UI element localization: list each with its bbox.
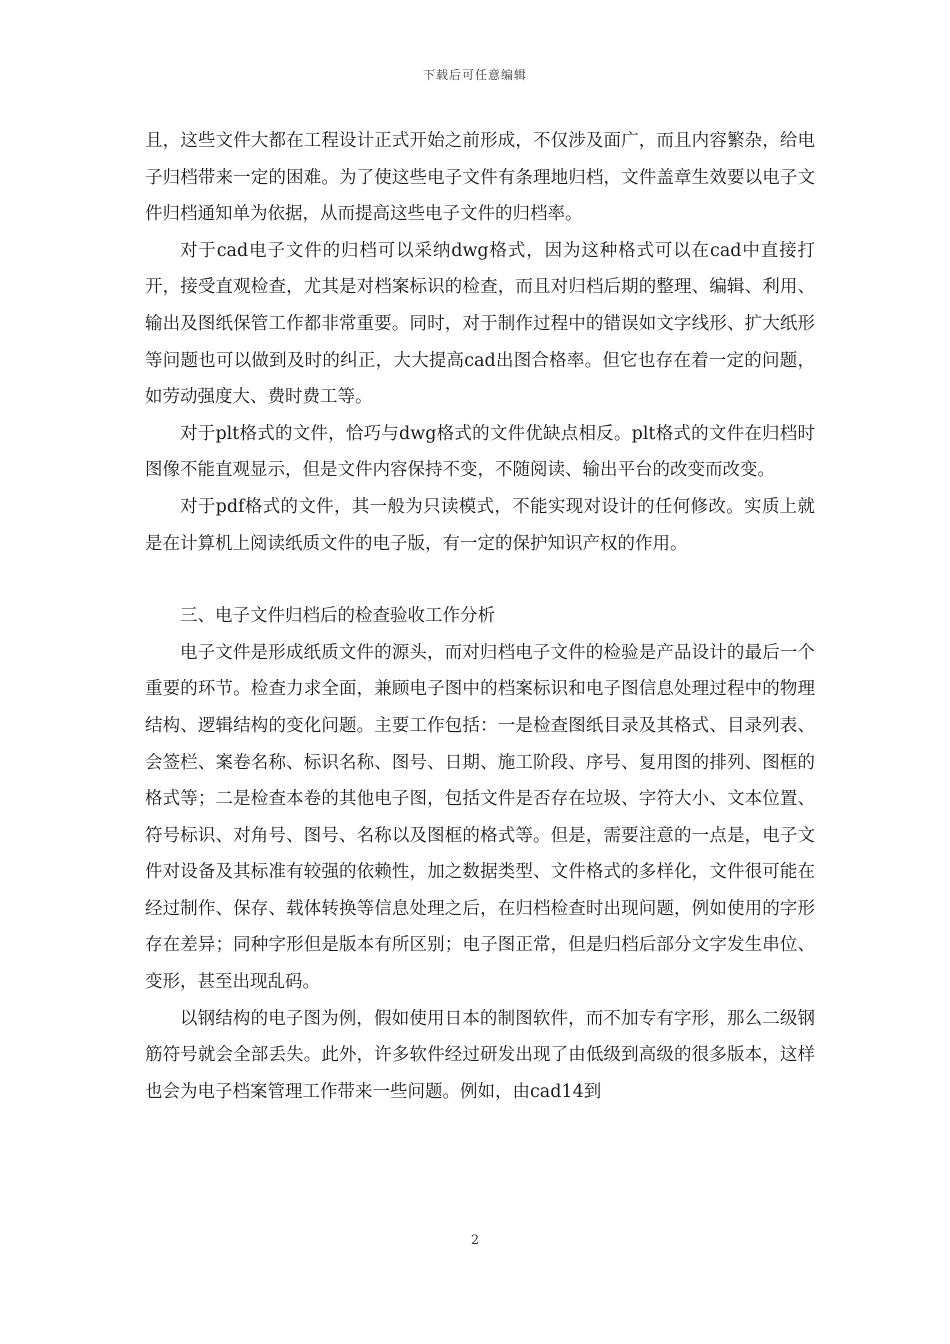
paragraph-steel-structure: 以钢结构的电子图为例，假如使用日本的制图软件，而不加专有字形，那么二级钢筋符号就会全部丢失。此外，许多软件经过研发出现了由低级到高级的很多版本，这样也会为电子档案管理工作带来一些问题。例如，由cad14到 — [145, 1008, 815, 1102]
document-body — [145, 123, 815, 1110]
paragraph-continuation: 且，这些文件大都在工程设计正式开始之前形成，不仅涉及面广，而且内容繁杂，给电子归档带来一定的困难。为了使这些电子文件有条理地归档，文件盖章生效要以电子文件归档通知单为依据，从而提高这些电子文件的归档率。 — [145, 131, 815, 225]
page-number: 2 — [470, 1233, 480, 1248]
paragraph-inspection: 电子文件是形成纸质文件的源头，而对归档电子文件的检验是产品设计的最后一个重要的环节。检查力求全面，兼顾电子图中的档案标识和电子图信息处理过程中的物理结构、逻辑结构的变化问题。主要工作包括：一是检查图纸目录及其格式、目录列表、会签栏、案卷名称、标识名称、图号、日期、施工阶段、序号、复用图的排列、图框的格式等；二是检查本卷的其他电子图，包括文件是否存在垃圾、字符大小、文本位置、符号标识、对角号、图号、名称以及图框的格式等。但是，需要注意的一点是，电子文件对设备及其标准有较强的依赖性，加之数据类型、文件格式的多样化，文件很可能在经过制作、保存、载体转换等信息处理之后，在归档检查时出现问题，例如使用的字形存在差异；同种字形但是版本有所区别；电子图正常，但是归档后部分文字发生串位、变形，甚至出现乱码。 — [145, 642, 815, 993]
paragraph-pdf: 对于pdf格式的文件，其一般为只读模式，不能实现对设计的任何修改。实质上就是在计算机上阅读纸质文件的电子版，有一定的保护知识产权的作用。 — [145, 496, 815, 554]
section-heading: 三、电子文件归档后的检查验收工作分析 — [180, 606, 495, 627]
paragraph-plt: 对于plt格式的文件，恰巧与dwg格式的文件优缺点相反。plt格式的文件在归档时图像不能直观显示，但是文件内容保持不变，不随阅读、输出平台的改变而改变。 — [145, 423, 815, 481]
page-header: 下载后可任意编辑 — [422, 68, 527, 82]
paragraph-cad-dwg: 对于cad电子文件的归档可以采纳dwg格式，因为这种格式可以在cad中直接打开，接受直观检查，尤其是对档案标识的检查，而且对归档后期的整理、编辑、利用、输出及图纸保管工作都非常重要。同时，对于制作过程中的错误如文字线形、扩大纸形等问题也可以做到及时的纠正，大大提高cad出图合格率。但它也存在着一定的问题，如劳动强度大、费时费工等。 — [145, 240, 815, 408]
